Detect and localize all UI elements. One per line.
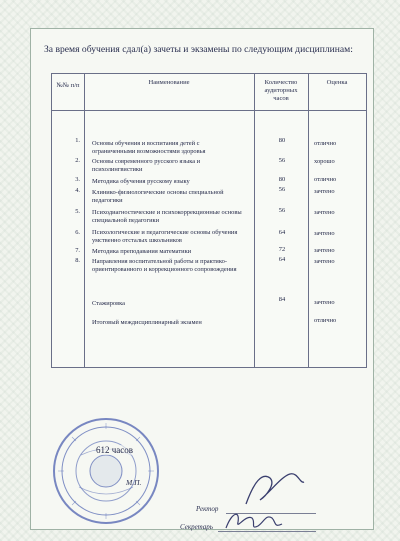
page-heading: За время обучения сдал(а) зачеты и экзамены по следующим дисциплинам: bbox=[44, 44, 353, 55]
row-grade: отлично bbox=[314, 176, 337, 183]
rector-signature-icon bbox=[240, 462, 310, 512]
secretary-label: Секретарь bbox=[180, 523, 213, 531]
row-discipline: Стажировка bbox=[92, 300, 125, 307]
row-hours: 56 bbox=[278, 186, 286, 193]
header-divider bbox=[52, 110, 366, 111]
row-grade: отлично bbox=[314, 140, 337, 147]
column-divider bbox=[84, 74, 85, 367]
row-discipline: Клинико-физиологические основы специальной педагогики bbox=[92, 189, 224, 204]
row-number: 6. bbox=[75, 229, 80, 236]
row-number: 4. bbox=[75, 187, 80, 194]
row-grade: зачтено bbox=[314, 188, 335, 195]
header-name: Наименование bbox=[148, 79, 190, 86]
disciplines-table bbox=[51, 73, 367, 368]
row-discipline: Основы современного русского языка и психолингвистики bbox=[92, 158, 201, 173]
row-discipline: Методика обучения русскому языку bbox=[92, 178, 190, 185]
header-grade: Оценка bbox=[326, 79, 348, 86]
row-number: 2. bbox=[75, 157, 80, 164]
official-seal-icon bbox=[51, 415, 161, 527]
row-hours: 64 bbox=[278, 229, 286, 236]
row-grade: зачтено bbox=[314, 247, 335, 254]
row-grade: зачтено bbox=[314, 230, 335, 237]
row-discipline: Итоговый междисциплинарный экзамен bbox=[92, 319, 202, 326]
column-divider bbox=[254, 74, 255, 367]
row-number: 1. bbox=[75, 137, 80, 144]
row-hours: 72 bbox=[278, 246, 286, 253]
row-grade: зачтено bbox=[314, 258, 335, 265]
row-grade: зачтено bbox=[314, 299, 335, 306]
row-grade: хорошо bbox=[314, 158, 335, 165]
row-number: 8. bbox=[75, 257, 80, 264]
row-hours: 56 bbox=[278, 157, 286, 164]
seal-label: М.П. bbox=[126, 478, 142, 487]
row-discipline: Психодиагностические и психокоррекционные основы специальной педагогики bbox=[92, 209, 242, 224]
row-hours: 80 bbox=[278, 176, 286, 183]
header-hours: Количество аудиторных часов bbox=[264, 79, 298, 103]
row-grade: отлично bbox=[314, 317, 337, 324]
row-discipline: Основы обучения и воспитания детей с ограниченными возможностями здоровья bbox=[92, 140, 206, 155]
row-hours: 64 bbox=[278, 256, 286, 263]
row-discipline: Методика преподавания математики bbox=[92, 248, 192, 255]
row-discipline: Психологические и педагогические основы обучения умственно отсталых школьников bbox=[92, 229, 238, 244]
row-hours: 56 bbox=[278, 207, 286, 214]
rector-label: Ректор bbox=[196, 505, 219, 513]
header-number: №№ п/п bbox=[56, 82, 80, 89]
secretary-signature-icon bbox=[222, 508, 292, 534]
row-hours: 84 bbox=[278, 296, 286, 303]
row-discipline: Направления воспитательной работы и практико-ориентированного и коррекционного сопровождения bbox=[92, 258, 237, 273]
row-number: 7. bbox=[75, 247, 80, 254]
row-hours: 80 bbox=[278, 137, 286, 144]
row-number: 3. bbox=[75, 176, 80, 183]
row-number: 5. bbox=[75, 208, 80, 215]
column-divider bbox=[308, 74, 309, 367]
row-grade: зачтено bbox=[314, 209, 335, 216]
total-hours: 612 часов bbox=[96, 445, 134, 455]
